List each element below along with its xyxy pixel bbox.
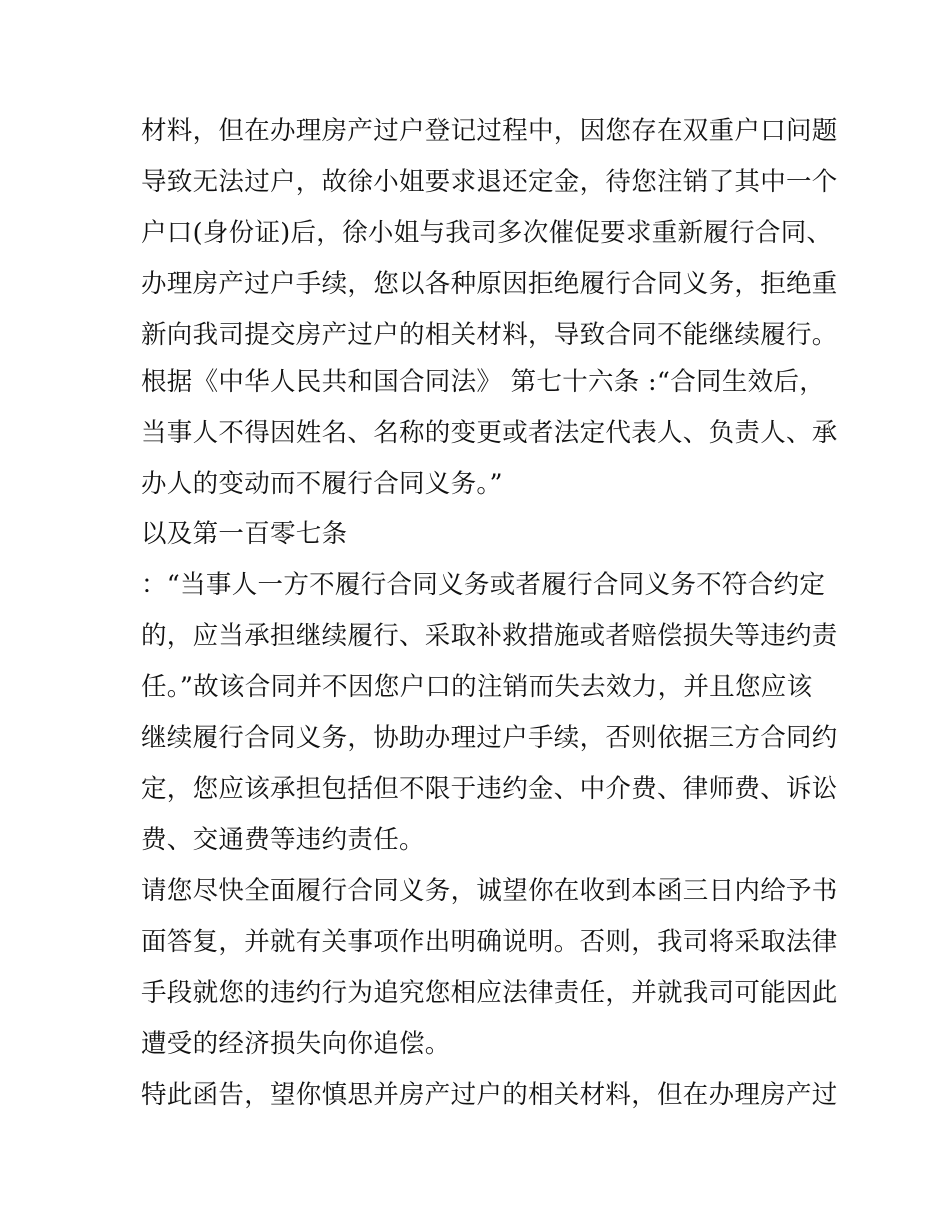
text-line: 特此函告，望你慎思并房产过户的相关材料，但在办理房产过 bbox=[141, 1080, 838, 1110]
text-line: 遭受的经济损失向你追偿。 bbox=[141, 1029, 451, 1059]
text-line: 请您尽快全面履行合同义务，诚望你在收到本函三日内给予书 bbox=[141, 876, 838, 906]
text-line: 继续履行合同义务，协助办理过户手续，否则依据三方合同约 bbox=[141, 723, 838, 753]
text-line: 以及第一百零七条 bbox=[141, 519, 348, 549]
text-line: 根据《中华人民共和国合同法》 第七十六条 :“合同生效后， bbox=[141, 367, 826, 397]
text-line: 户口(身份证)后，徐小姐与我司多次催促要求重新履行合同、 bbox=[141, 218, 833, 248]
text-line: 当事人不得因姓名、名称的变更或者法定代表人、负责人、承 bbox=[141, 418, 838, 448]
text-line: 手段就您的违约行为追究您相应法律责任，并就我司可能因此 bbox=[141, 978, 838, 1008]
text-line: 定，您应该承担包括但不限于违约金、中介费、律师费、诉讼 bbox=[141, 774, 838, 804]
text-line: 材料，但在办理房产过户登记过程中，因您存在双重户口问题 bbox=[141, 116, 838, 146]
text-line: 导致无法过户，故徐小姐要求退还定金，待您注销了其中一个 bbox=[141, 167, 838, 197]
text-line: 办人的变动而不履行合同义务。” bbox=[141, 469, 503, 499]
text-line: 面答复，并就有关事项作出明确说明。否则，我司将采取法律 bbox=[141, 927, 838, 957]
text-line: 费、交通费等违约责任。 bbox=[141, 825, 425, 855]
text-line: ：“当事人一方不履行合同义务或者履行合同义务不符合约定 bbox=[141, 570, 826, 600]
text-line: 任。”故该合同并不因您户口的注销而失去效力，并且您应该 bbox=[141, 672, 813, 702]
text-line: 新向我司提交房产过户的相关材料，导致合同不能继续履行。 bbox=[141, 320, 838, 350]
text-line: 办理房产过户手续，您以各种原因拒绝履行合同义务，拒绝重 bbox=[141, 269, 838, 299]
text-line: 的，应当承担继续履行、采取补救措施或者赔偿损失等违约责 bbox=[141, 621, 838, 651]
